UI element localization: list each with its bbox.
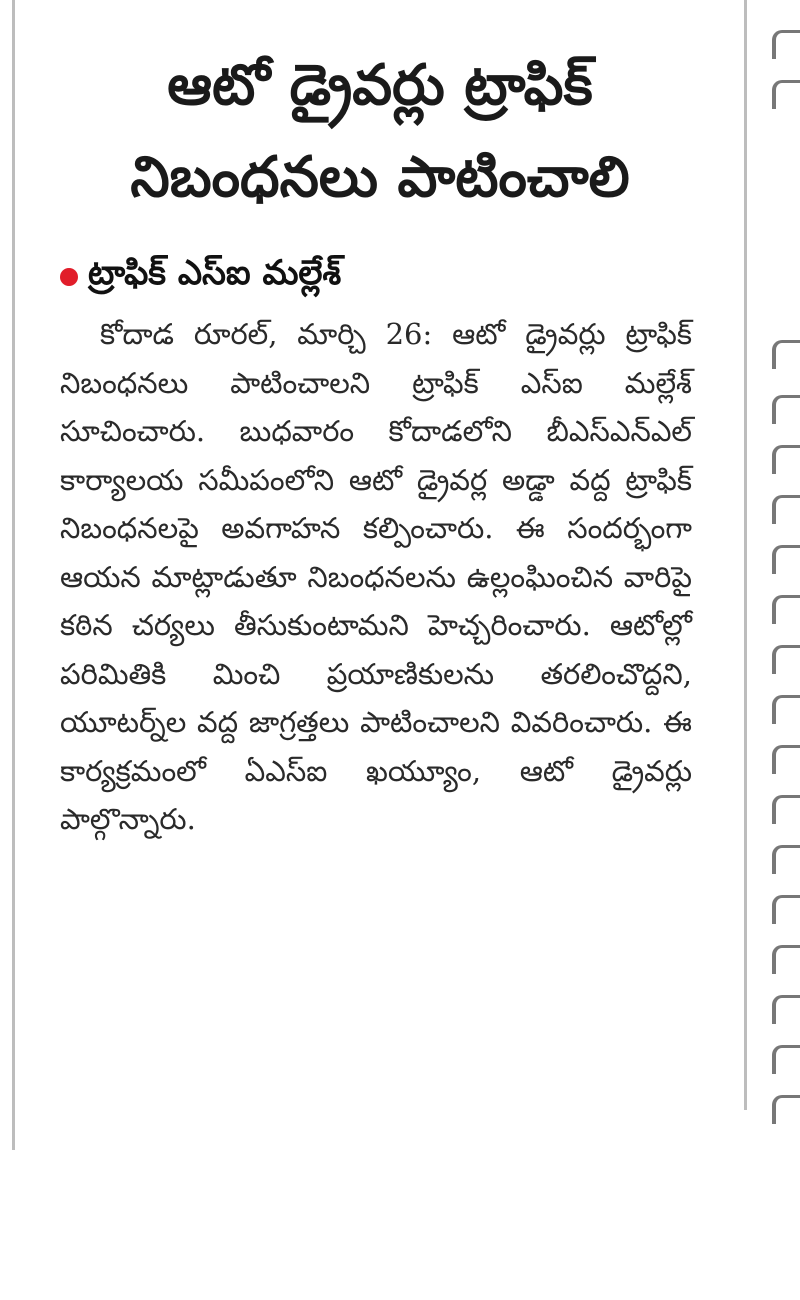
cropped-glyph	[772, 445, 800, 474]
cropped-glyph	[772, 595, 800, 624]
cropped-glyph	[772, 340, 800, 369]
adjacent-column-fragment	[768, 0, 800, 1160]
cropped-glyph	[772, 995, 800, 1024]
headline-line-1: ఆటో డ్రైవర్లు ట్రాఫిక్	[167, 53, 593, 118]
cropped-glyph	[772, 795, 800, 824]
news-article	[60, 40, 700, 1160]
cropped-glyph	[772, 945, 800, 974]
cropped-glyph	[772, 895, 800, 924]
cropped-glyph	[772, 645, 800, 674]
column-rule-left	[12, 0, 15, 1150]
article-body: కోదాడ రూరల్, మార్చి 26: ఆటో డ్రైవర్లు ట్రాఫిక్ నిబంధనలు పాటించాలని ట్రాఫిక్ ఎస్ఐ మల్లేశ్ సూచించారు. బుధవారం కోదాడలోని బీఎస్ఎన్ఎల్ కార్యాలయ సమీపంలోని ఆటో డ్రైవర్ల అడ్డా వద్ద ట్రాఫిక్ నిబంధనలపై అవగాహన కల్పించారు. ఈ సందర్భంగా ఆయన మాట్లాడుతూ నిబంధనలను ఉల్లంఘించిన వారిపై కఠిన చర్యలు తీసుకుంటామని హెచ్చరించారు. ఆటోల్లో పరిమితికి మించి ప్రయాణికులను తరలించొద్దని, యూటర్న్‌ల వద్ద జాగ్రత్తలు పాటించాలని వివరించారు. ఈ కార్యక్రమంలో ఏఎస్ఐ ఖయ్యూం, ఆటో డ్రైవర్లు పాల్గొన్నారు.	[60, 317, 692, 836]
headline-line-2: నిబంధనలు పాటించాలి	[130, 145, 630, 210]
cropped-glyph	[772, 845, 800, 874]
byline	[60, 252, 700, 302]
cropped-glyph	[772, 1045, 800, 1074]
red-bullet-icon	[60, 268, 78, 286]
cropped-glyph	[772, 30, 800, 59]
cropped-glyph	[772, 395, 800, 424]
cropped-glyph	[772, 695, 800, 724]
cropped-glyph	[772, 80, 800, 109]
cropped-glyph	[772, 545, 800, 574]
cropped-glyph	[772, 495, 800, 524]
headline	[60, 40, 700, 224]
column-rule-right	[744, 0, 747, 1110]
cropped-glyph	[772, 1095, 800, 1124]
cropped-glyph	[772, 745, 800, 774]
cropped-previous-headline	[84, 0, 384, 8]
byline-text: ట్రాఫిక్ ఎస్ఐ మల్లేశ్	[88, 253, 342, 293]
